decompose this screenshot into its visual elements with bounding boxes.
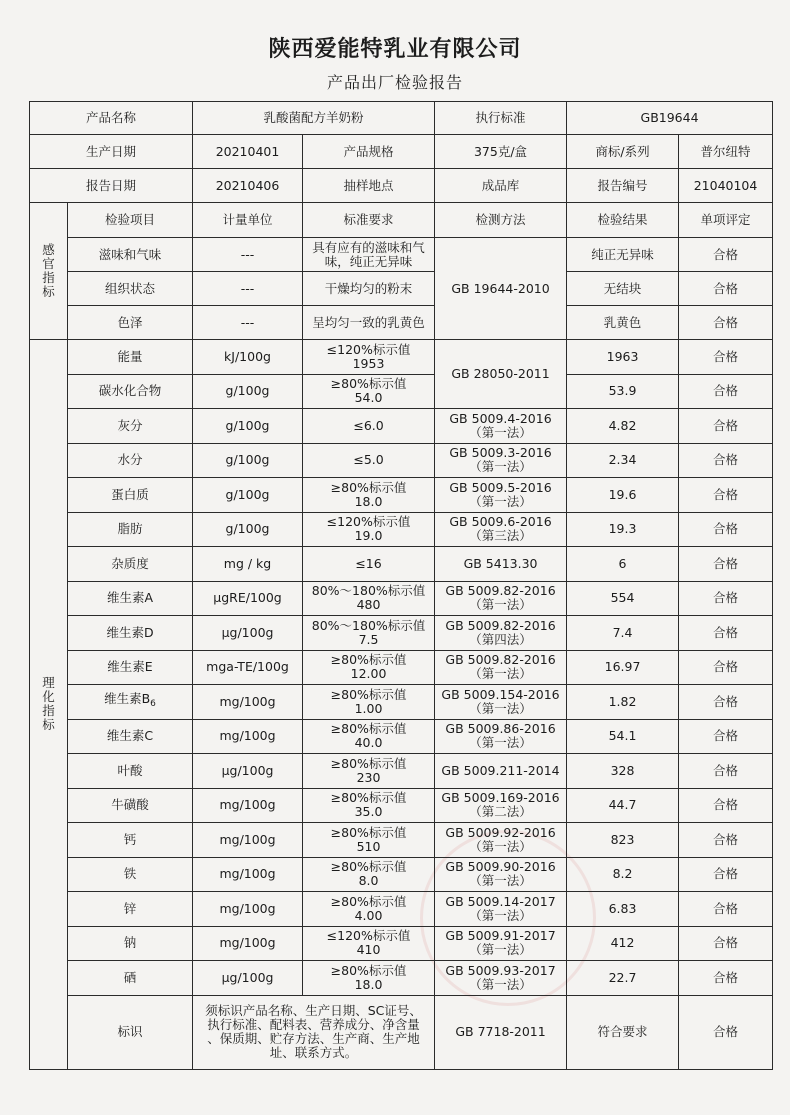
report-number-value: 21040104 xyxy=(679,169,773,203)
table-row xyxy=(30,892,773,927)
report-date-value: 20210406 xyxy=(193,169,303,203)
method-value: GB 5009.169-2016 （第二法） xyxy=(435,788,567,823)
verdict-value: 合格 xyxy=(679,719,773,754)
labeling-requirement: 须标识产品名称、生产日期、SC证号、 执行标准、配料表、营养成分、净含量 、保质期、贮存方法、生产商、生产地 址、联系方式。 xyxy=(193,995,435,1069)
result-value: 8.2 xyxy=(567,857,679,892)
table-row xyxy=(30,719,773,754)
unit-value: g/100g xyxy=(193,478,303,513)
result-value: 纯正无异味 xyxy=(567,238,679,272)
result-value: 6.83 xyxy=(567,892,679,927)
verdict-value: 合格 xyxy=(679,238,773,272)
table-row xyxy=(30,547,773,582)
spec-value: 375克/盒 xyxy=(435,135,567,169)
method-value: GB 5009.91-2017 （第一法） xyxy=(435,926,567,961)
table-row xyxy=(30,478,773,513)
table-row xyxy=(30,340,773,375)
requirement-value: ≤5.0 xyxy=(303,443,435,478)
table-row xyxy=(30,926,773,961)
requirement-value: ≥80%标示值 230 xyxy=(303,754,435,789)
result-value: 4.82 xyxy=(567,409,679,444)
verdict-value: 合格 xyxy=(679,581,773,616)
spec-label: 产品规格 xyxy=(303,135,435,169)
result-value: 无结块 xyxy=(567,272,679,306)
requirement-value: 呈均匀一致的乳黄色 xyxy=(303,306,435,340)
sampling-label: 抽样地点 xyxy=(303,169,435,203)
item-name: 维生素E xyxy=(68,650,193,685)
method-value: GB 5009.93-2017 （第一法） xyxy=(435,961,567,996)
production-date-label: 生产日期 xyxy=(30,135,193,169)
item-name: 牛磺酸 xyxy=(68,788,193,823)
result-value: 2.34 xyxy=(567,443,679,478)
result-value: 554 xyxy=(567,581,679,616)
verdict-value: 合格 xyxy=(679,512,773,547)
standard-label: 执行标准 xyxy=(435,102,567,135)
table-row xyxy=(30,650,773,685)
requirement-value: 干燥均匀的粉末 xyxy=(303,272,435,306)
item-name: 钠 xyxy=(68,926,193,961)
verdict-value: 合格 xyxy=(679,754,773,789)
verdict-value: 合格 xyxy=(679,926,773,961)
labeling-row xyxy=(30,995,773,1069)
item-name: 水分 xyxy=(68,443,193,478)
requirement-value: ≥80%标示值 40.0 xyxy=(303,719,435,754)
unit-value: --- xyxy=(193,272,303,306)
result-value: 1963 xyxy=(567,340,679,375)
unit-value: g/100g xyxy=(193,443,303,478)
unit-value: mg/100g xyxy=(193,823,303,858)
item-name: 铁 xyxy=(68,857,193,892)
brand-label: 商标/系列 xyxy=(567,135,679,169)
method-value: GB 5009.92-2016 （第一法） xyxy=(435,823,567,858)
unit-value: μgRE/100g xyxy=(193,581,303,616)
result-value: 6 xyxy=(567,547,679,582)
method-value: GB 5009.211-2014 xyxy=(435,754,567,789)
item-name: 维生素D xyxy=(68,616,193,651)
requirement-value: ≤120%标示值 410 xyxy=(303,926,435,961)
unit-value: mg/100g xyxy=(193,685,303,720)
requirement-value: ≤120%标示值 1953 xyxy=(303,340,435,375)
requirement-value: ≥80%标示值 35.0 xyxy=(303,788,435,823)
verdict-value: 合格 xyxy=(679,306,773,340)
method-value: GB 5009.5-2016 （第一法） xyxy=(435,478,567,513)
verdict-value: 合格 xyxy=(679,409,773,444)
verdict-value: 合格 xyxy=(679,616,773,651)
method-value: GB 7718-2011 xyxy=(435,995,567,1069)
unit-value: g/100g xyxy=(193,374,303,409)
verdict-value: 合格 xyxy=(679,995,773,1069)
company-name: 陕西爱能特乳业有限公司 xyxy=(268,36,522,62)
item-name: 碳水化合物 xyxy=(68,374,193,409)
physchem-group-label: 理 化 指 标 xyxy=(30,340,68,1070)
unit-value: mg/100g xyxy=(193,926,303,961)
result-value: 19.3 xyxy=(567,512,679,547)
product-name-value: 乳酸菌配方羊奶粉 xyxy=(193,102,435,135)
result-value: 乳黄色 xyxy=(567,306,679,340)
verdict-value: 合格 xyxy=(679,272,773,306)
method-value: GB 5009.86-2016 （第一法） xyxy=(435,719,567,754)
item-name: 硒 xyxy=(68,961,193,996)
requirement-value: 80%～180%标示值 7.5 xyxy=(303,616,435,651)
table-row xyxy=(30,616,773,651)
verdict-value: 合格 xyxy=(679,823,773,858)
unit-value: g/100g xyxy=(193,409,303,444)
sampling-value: 成品库 xyxy=(435,169,567,203)
result-value: 1.82 xyxy=(567,685,679,720)
unit-value: g/100g xyxy=(193,512,303,547)
sensory-group-label: 感 官 指 标 xyxy=(30,203,68,340)
result-value: 22.7 xyxy=(567,961,679,996)
result-value: 44.7 xyxy=(567,788,679,823)
requirement-value: ≥80%标示值 18.0 xyxy=(303,961,435,996)
unit-value: μg/100g xyxy=(193,616,303,651)
column-header-row xyxy=(30,203,773,238)
method-value: GB 5009.4-2016 （第一法） xyxy=(435,409,567,444)
item-name: 能量 xyxy=(68,340,193,375)
item-name: 锌 xyxy=(68,892,193,927)
product-name-label: 产品名称 xyxy=(30,102,193,135)
requirement-value: 具有应有的滋味和气 味，纯正无异味 xyxy=(303,238,435,272)
table-row xyxy=(30,823,773,858)
verdict-value: 合格 xyxy=(679,685,773,720)
unit-value: mga-TE/100g xyxy=(193,650,303,685)
table-row xyxy=(30,754,773,789)
result-value: 412 xyxy=(567,926,679,961)
table-row xyxy=(30,788,773,823)
unit-value: μg/100g xyxy=(193,961,303,996)
verdict-value: 合格 xyxy=(679,374,773,409)
unit-value: mg/100g xyxy=(193,892,303,927)
method-value: GB 19644-2010 xyxy=(435,238,567,340)
table-row xyxy=(30,512,773,547)
table-row xyxy=(30,272,773,306)
item-name: 蛋白质 xyxy=(68,478,193,513)
method-value: GB 5009.90-2016 （第一法） xyxy=(435,857,567,892)
brand-value: 普尔纽特 xyxy=(679,135,773,169)
method-value: GB 28050-2011 xyxy=(435,340,567,409)
table-row xyxy=(30,961,773,996)
requirement-value: ≥80%标示值 18.0 xyxy=(303,478,435,513)
method-value: GB 5413.30 xyxy=(435,547,567,582)
table-row xyxy=(30,857,773,892)
requirement-value: ≤6.0 xyxy=(303,409,435,444)
item-name: 组织状态 xyxy=(68,272,193,306)
unit-value: kJ/100g xyxy=(193,340,303,375)
verdict-value: 合格 xyxy=(679,443,773,478)
unit-value: --- xyxy=(193,306,303,340)
requirement-value: ≥80%标示值 4.00 xyxy=(303,892,435,927)
requirement-value: 80%～180%标示值 480 xyxy=(303,581,435,616)
result-value: 823 xyxy=(567,823,679,858)
info-row-3 xyxy=(30,169,773,203)
table-row xyxy=(30,685,773,720)
verdict-value: 合格 xyxy=(679,961,773,996)
standard-value: GB19644 xyxy=(567,102,773,135)
table-row xyxy=(30,443,773,478)
result-column-header: 检验结果 xyxy=(567,203,679,238)
requirement-value: ≤16 xyxy=(303,547,435,582)
method-value: GB 5009.14-2017 （第一法） xyxy=(435,892,567,927)
result-value: 19.6 xyxy=(567,478,679,513)
item-name: 钙 xyxy=(68,823,193,858)
table-row xyxy=(30,374,773,409)
result-value: 53.9 xyxy=(567,374,679,409)
requirement-value: ≥80%标示值 1.00 xyxy=(303,685,435,720)
method-value: GB 5009.6-2016 （第三法） xyxy=(435,512,567,547)
method-value: GB 5009.82-2016 （第一法） xyxy=(435,581,567,616)
method-value: GB 5009.82-2016 （第一法） xyxy=(435,650,567,685)
verdict-value: 合格 xyxy=(679,340,773,375)
requirement-value: ≥80%标示值 12.00 xyxy=(303,650,435,685)
item-name: 维生素$B_6$ xyxy=(68,685,193,720)
table-row xyxy=(30,238,773,272)
verdict-value: 合格 xyxy=(679,892,773,927)
result-value: 符合要求 xyxy=(567,995,679,1069)
unit-value: mg/100g xyxy=(193,857,303,892)
result-value: 16.97 xyxy=(567,650,679,685)
unit-value: mg / kg xyxy=(193,547,303,582)
requirement-value: ≥80%标示值 54.0 xyxy=(303,374,435,409)
verdict-value: 合格 xyxy=(679,650,773,685)
item-name: 灰分 xyxy=(68,409,193,444)
table-row xyxy=(30,306,773,340)
info-row-2 xyxy=(30,135,773,169)
item-name: 滋味和气味 xyxy=(68,238,193,272)
requirement-value: ≥80%标示值 510 xyxy=(303,823,435,858)
unit-value: --- xyxy=(193,238,303,272)
verdict-column-header: 单项评定 xyxy=(679,203,773,238)
unit-value: mg/100g xyxy=(193,788,303,823)
verdict-value: 合格 xyxy=(679,788,773,823)
method-value: GB 5009.82-2016 （第四法） xyxy=(435,616,567,651)
report-title: 产品出厂检验报告 xyxy=(326,73,463,92)
unit-value: mg/100g xyxy=(193,719,303,754)
result-value: 54.1 xyxy=(567,719,679,754)
info-row-1 xyxy=(30,102,773,135)
requirement-value: ≥80%标示值 8.0 xyxy=(303,857,435,892)
method-value: GB 5009.154-2016 （第一法） xyxy=(435,685,567,720)
verdict-value: 合格 xyxy=(679,857,773,892)
unit-column-header: 计量单位 xyxy=(193,203,303,238)
method-column-header: 检测方法 xyxy=(435,203,567,238)
inspection-report-table xyxy=(29,101,773,1070)
item-name: 脂肪 xyxy=(68,512,193,547)
table-row xyxy=(30,581,773,616)
verdict-value: 合格 xyxy=(679,478,773,513)
requirement-column-header: 标准要求 xyxy=(303,203,435,238)
unit-value: μg/100g xyxy=(193,754,303,789)
item-name: 叶酸 xyxy=(68,754,193,789)
report-number-label: 报告编号 xyxy=(567,169,679,203)
verdict-value: 合格 xyxy=(679,547,773,582)
report-date-label: 报告日期 xyxy=(30,169,193,203)
item-name: 维生素A xyxy=(68,581,193,616)
item-name: 杂质度 xyxy=(68,547,193,582)
production-date-value: 20210401 xyxy=(193,135,303,169)
method-value: GB 5009.3-2016 （第一法） xyxy=(435,443,567,478)
item-name: 标识 xyxy=(68,995,193,1069)
result-value: 7.4 xyxy=(567,616,679,651)
item-name: 维生素C xyxy=(68,719,193,754)
item-name: 色泽 xyxy=(68,306,193,340)
table-row xyxy=(30,409,773,444)
result-value: 328 xyxy=(567,754,679,789)
item-column-header: 检验项目 xyxy=(68,203,193,238)
requirement-value: ≤120%标示值 19.0 xyxy=(303,512,435,547)
